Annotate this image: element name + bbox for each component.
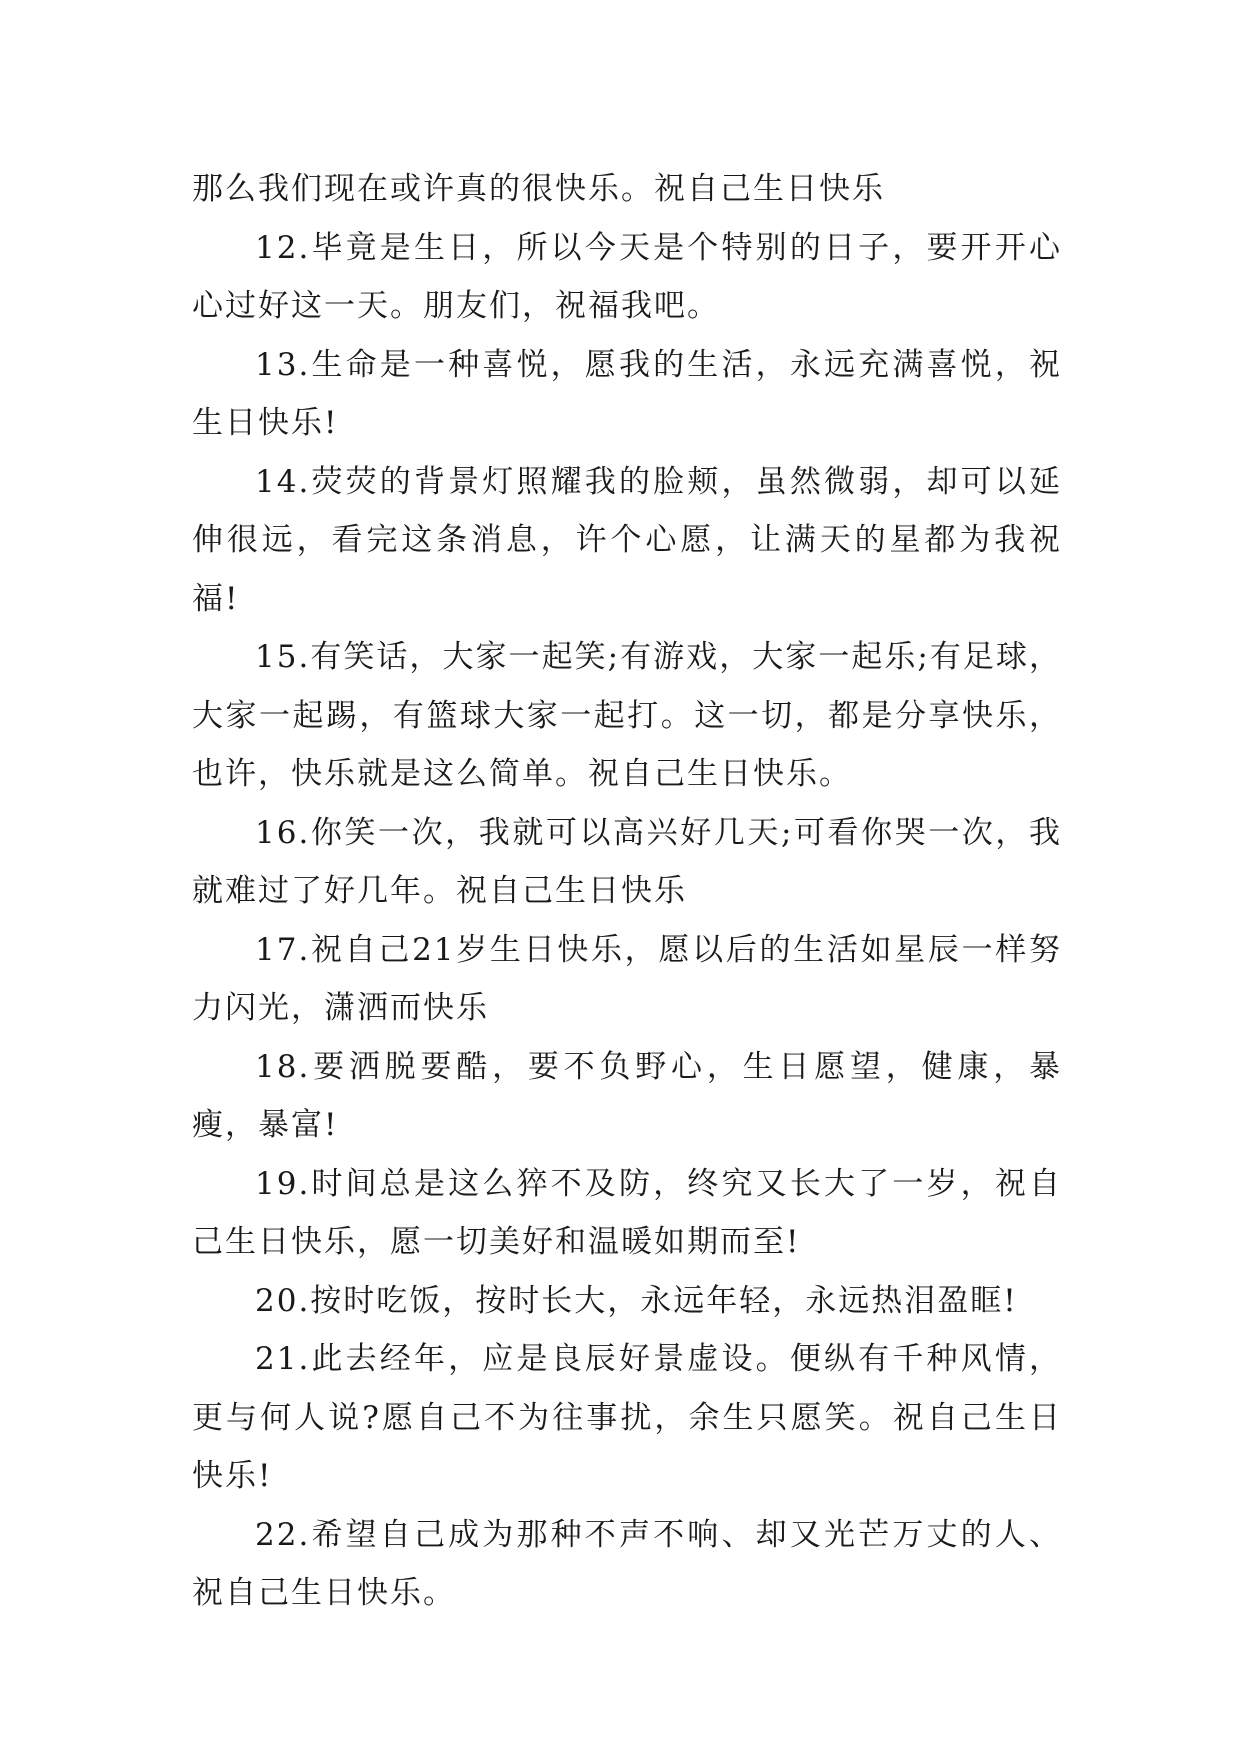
paragraph-item-16: 16.你笑一次，我就可以高兴好几天;可看你哭一次，我就难过了好几年。祝自己生日快乐: [192, 814, 1062, 909]
paragraph-item-14: 14.荧荧的背景灯照耀我的脸颊，虽然微弱，却可以延伸很远，看完这条消息，许个心愿，让满天的星都为我祝福!: [192, 463, 1062, 617]
paragraph-item-12: 12.毕竟是生日，所以今天是个特别的日子，要开开心心过好这一天。朋友们，祝福我吧。: [192, 229, 1062, 324]
paragraph-item-15: 15.有笑话，大家一起笑;有游戏，大家一起乐;有足球，大家一起踢，有篮球大家一起打。这一切，都是分享快乐，也许，快乐就是这么简单。祝自己生日快乐。: [192, 639, 1062, 792]
paragraph-continuation: 那么我们现在或许真的很快乐。祝自己生日快乐: [192, 171, 885, 207]
paragraph-item-17: 17.祝自己21岁生日快乐，愿以后的生活如星辰一样努力闪光，潇洒而快乐: [192, 931, 1062, 1026]
paragraph-item-20: 20.按时吃饭，按时长大，永远年轻，永远热泪盈眶!: [255, 1282, 1018, 1319]
paragraph-item-18: 18.要洒脱要酷，要不负野心，生日愿望，健康，暴瘦，暴富!: [192, 1048, 1062, 1143]
paragraph-item-21: 21.此去经年，应是良辰好景虚设。便纵有千种风情，更与何人说?愿自己不为往事扰，余生只愿笑。祝自己生日快乐!: [192, 1341, 1062, 1494]
paragraph-item-13: 13.生命是一种喜悦，愿我的生活，永远充满喜悦，祝生日快乐!: [192, 346, 1062, 441]
paragraph-item-19: 19.时间总是这么猝不及防，终究又长大了一岁，祝自己生日快乐，愿一切美好和温暖如期而至!: [192, 1165, 1062, 1260]
document-body: [192, 160, 1062, 1623]
paragraph-item-22: 22.希望自己成为那种不声不响、却又光芒万丈的人、祝自己生日快乐。: [192, 1516, 1062, 1611]
